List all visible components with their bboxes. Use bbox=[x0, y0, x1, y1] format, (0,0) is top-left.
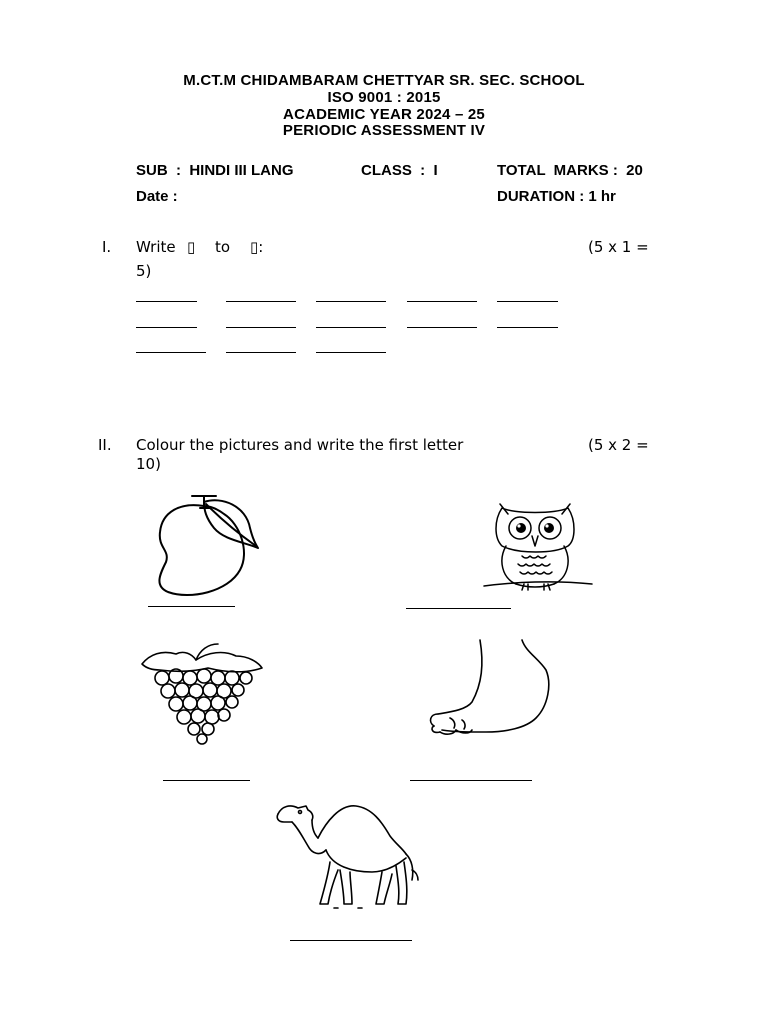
class-label: CLASS : I bbox=[361, 162, 438, 179]
q2-number: II. bbox=[98, 436, 112, 454]
q1-marks-cont: 5) bbox=[136, 262, 152, 280]
answer-line[interactable] bbox=[497, 327, 558, 328]
iso-line: ISO 9001 : 2015 bbox=[327, 89, 441, 106]
mango-picture bbox=[140, 488, 265, 600]
total-marks-label: TOTAL MARKS : 20 bbox=[497, 162, 643, 179]
owl-picture bbox=[484, 500, 594, 596]
q2-marks-cont: 10) bbox=[136, 455, 161, 473]
answer-line[interactable] bbox=[316, 352, 386, 353]
camel-picture bbox=[272, 800, 422, 910]
exam-title: PERIODIC ASSESSMENT IV bbox=[282, 122, 486, 139]
answer-line[interactable] bbox=[136, 327, 197, 328]
answer-line[interactable] bbox=[226, 301, 296, 302]
answer-line[interactable] bbox=[407, 301, 477, 302]
answer-line[interactable] bbox=[226, 352, 296, 353]
q1-glyph-b: ▯: bbox=[250, 238, 264, 256]
foot-answer-line[interactable] bbox=[410, 780, 532, 781]
school-name: M.CT.M CHIDAMBARAM CHETTYAR SR. SEC. SCHOOL bbox=[183, 72, 585, 89]
answer-line[interactable] bbox=[136, 352, 206, 353]
subject-label: SUB : HINDI III LANG bbox=[136, 162, 294, 179]
q1-marks: (5 x 1 = bbox=[588, 238, 649, 256]
answer-line[interactable] bbox=[316, 327, 386, 328]
q1-glyph-a: ▯ bbox=[187, 238, 196, 256]
q2-text: Colour the pictures and write the first letter bbox=[136, 436, 464, 454]
grapes-answer-line[interactable] bbox=[163, 780, 250, 781]
answer-line[interactable] bbox=[136, 301, 197, 302]
q2-marks: (5 x 2 = bbox=[588, 436, 649, 454]
answer-line[interactable] bbox=[226, 327, 296, 328]
mango-answer-line[interactable] bbox=[148, 606, 235, 607]
q1-to: to bbox=[215, 238, 231, 256]
q1-write: Write bbox=[136, 238, 176, 256]
owl-answer-line[interactable] bbox=[406, 608, 511, 609]
camel-answer-line[interactable] bbox=[290, 940, 412, 941]
duration-label: DURATION : 1 hr bbox=[497, 188, 616, 205]
foot-picture bbox=[426, 640, 554, 740]
date-label: Date : bbox=[136, 188, 178, 205]
answer-line[interactable] bbox=[407, 327, 477, 328]
answer-line[interactable] bbox=[316, 301, 386, 302]
answer-line[interactable] bbox=[497, 301, 558, 302]
q1-number: I. bbox=[102, 238, 112, 256]
grapes-picture bbox=[136, 640, 266, 745]
academic-year: ACADEMIC YEAR 2024 – 25 bbox=[283, 106, 485, 123]
